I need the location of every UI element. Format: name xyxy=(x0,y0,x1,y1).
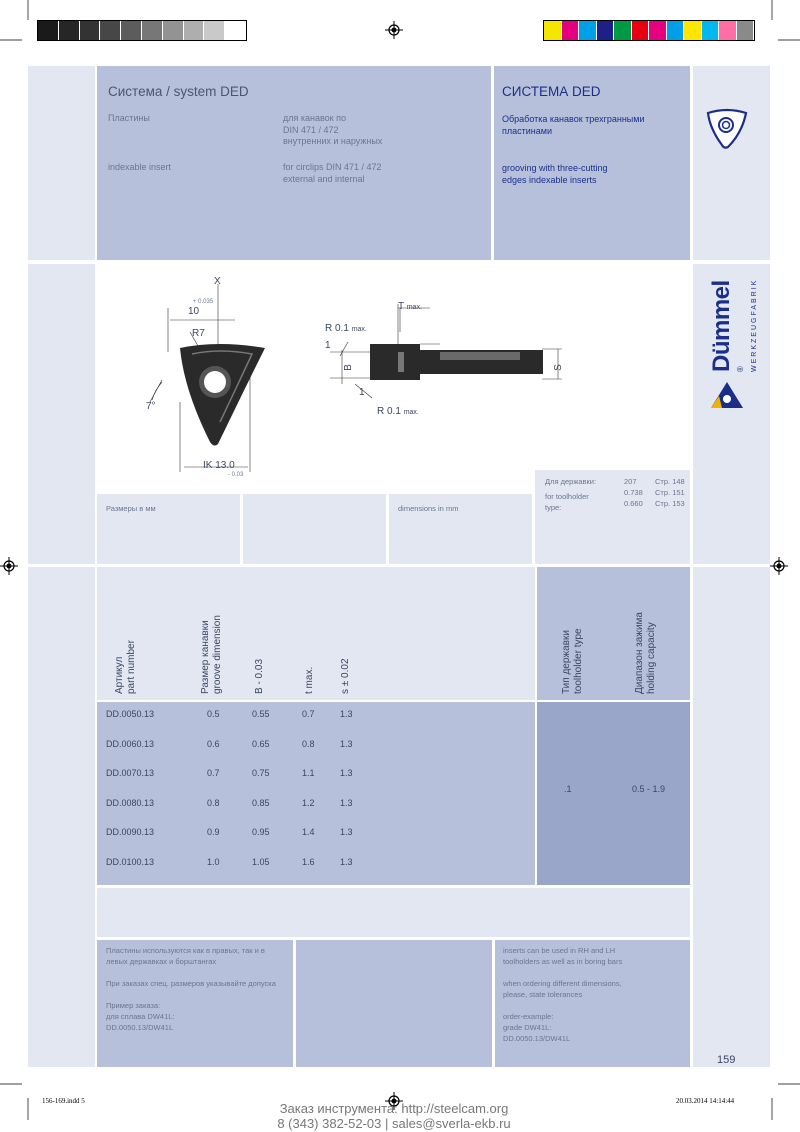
table-row[interactable] xyxy=(97,709,535,729)
table-cell-part: DD.0060.13 xyxy=(106,738,155,749)
table-cell-b: 0.95 xyxy=(252,827,270,838)
table-body-right-bg xyxy=(537,702,690,885)
system-desc-en-line2: edges indexable inserts xyxy=(502,175,597,185)
system-title: СИСТЕМА DED xyxy=(502,84,601,99)
table-row[interactable] xyxy=(97,739,535,759)
holder-type-3: 0.660 xyxy=(624,499,643,508)
slug-right: 20.03.2014 14:14:44 xyxy=(676,1097,735,1105)
table-row[interactable] xyxy=(97,798,535,818)
table-cell-part: DD.0070.13 xyxy=(106,768,155,779)
table-row[interactable] xyxy=(97,827,535,847)
desc-ru xyxy=(283,113,382,148)
label-one-bottom: 1 xyxy=(359,387,365,398)
table-left-strip xyxy=(28,567,95,1067)
table-cell-t: 1.4 xyxy=(302,827,315,838)
footer-order xyxy=(0,1101,788,1131)
holder-page-3[interactable]: Стр. 153 xyxy=(655,499,685,508)
r01-top-value: R 0.1 xyxy=(325,323,349,334)
dims-en: dimensions in mm xyxy=(398,504,459,513)
holding-capacity-value: 0.5 - 1.9 xyxy=(632,784,666,794)
table-cell-s: 1.3 xyxy=(340,768,353,779)
table-cell-s: 1.3 xyxy=(340,827,353,838)
label-r7: R7 xyxy=(192,328,205,339)
holder-label-ru: Для державки: xyxy=(545,477,597,486)
table-cell-b: 1.05 xyxy=(252,857,270,867)
table-cell-b: 0.65 xyxy=(252,738,270,749)
table-cell-b: 0.55 xyxy=(252,709,270,719)
label-angle-7: 7° xyxy=(146,401,156,412)
table-cell-part: DD.0100.13 xyxy=(106,857,155,867)
notes-ru-line5: для сплава DW41L: xyxy=(106,1012,175,1021)
table-cell-s: 1.3 xyxy=(340,709,353,719)
table-cell-t: 1.1 xyxy=(302,768,315,779)
header-icon-panel xyxy=(693,66,770,260)
table-cell-s: 1.3 xyxy=(340,857,353,867)
notes-ru-line4: Пример заказа: xyxy=(106,1001,161,1010)
table-spacer xyxy=(97,888,690,937)
notes-ru-line6: DD.0050.13/DW41L xyxy=(106,1023,174,1032)
notes-ru-line2: левых державках и борштангах xyxy=(106,957,217,966)
label-r01-top xyxy=(325,323,367,334)
desc-ru-line1: для канавок по xyxy=(283,113,346,123)
table-row[interactable] xyxy=(97,857,535,877)
brand-registered: ® xyxy=(736,366,745,372)
table-right-strip xyxy=(693,567,770,1067)
page-title: Система / system DED xyxy=(108,84,249,99)
header-part-number-ru: Артикул xyxy=(114,656,125,694)
label-ik-tol: - 0.03 xyxy=(228,472,244,478)
table-cell-part: DD.0090.13 xyxy=(106,827,155,838)
notes-en-line4: please, state tolerances xyxy=(503,990,583,999)
desc-ru-line3: внутренних и наружных xyxy=(283,136,383,146)
holder-label xyxy=(545,476,596,513)
label-inserts-en: indexable insert xyxy=(108,162,172,172)
table-cell-t: 0.8 xyxy=(302,738,315,749)
desc-en-line1: for circlips DIN 471 / 472 xyxy=(283,162,382,172)
header-groove-en: groove dimension xyxy=(212,615,223,694)
notes-ru-line1: Пластины используются как в правых, так и в xyxy=(106,946,265,955)
notes-empty-panel xyxy=(296,940,492,1067)
table-header-bg xyxy=(97,567,535,700)
system-desc-ru xyxy=(502,113,644,137)
notes-en-line2: toolholders as well as in boring bars xyxy=(503,957,623,966)
notes-en-line6: grade DW41L: xyxy=(503,1023,552,1032)
header-part-number-en: part number xyxy=(126,640,137,694)
label-x: X xyxy=(214,276,221,287)
table-cell-part: DD.0080.13 xyxy=(106,797,155,808)
label-inserts-ru: Пластины xyxy=(108,113,150,123)
label-one-top: 1 xyxy=(325,340,331,351)
header-holder-type xyxy=(561,628,585,694)
t-label-sub: max. xyxy=(406,304,422,311)
t-label: T xyxy=(398,301,404,312)
label-r01-bottom xyxy=(377,406,419,417)
table-cell-s: 1.3 xyxy=(340,797,353,808)
footer-line1[interactable]: Заказ инструмента: http://steelcam.org xyxy=(279,1101,509,1116)
slug-left: 156-169.indd 5 xyxy=(42,1097,85,1105)
holder-label-en1: for toolholder xyxy=(545,492,589,501)
table-cell-part: DD.0050.13 xyxy=(106,709,155,719)
table-cell-groove: 1.0 xyxy=(207,857,220,867)
system-desc-en-line1: grooving with three-cutting xyxy=(502,163,608,173)
holder-pages xyxy=(655,476,685,509)
holder-page-1[interactable]: Стр. 148 xyxy=(655,477,685,486)
holder-types xyxy=(624,476,643,509)
table-cell-t: 0.7 xyxy=(302,709,315,719)
table-cell-groove: 0.7 xyxy=(207,768,220,779)
notes-en-line3: when ordering different dimensions, xyxy=(503,979,622,988)
brand-name: Dümmel xyxy=(708,280,735,372)
header-part-number xyxy=(114,640,138,694)
label-s: S xyxy=(552,364,564,371)
header-s: s ± 0.02 xyxy=(340,658,351,694)
notes-en-line1: inserts can be used in RH and LH xyxy=(503,946,616,955)
footer-line2[interactable]: 8 (343) 382-52-03 | sales@sverla-ekb.ru xyxy=(277,1116,511,1131)
header-groove-ru: Размер канавки xyxy=(200,620,211,694)
header-holding-capacity-en: holding capacity xyxy=(646,622,657,694)
table-cell-b: 0.75 xyxy=(252,768,270,779)
label-t-max xyxy=(398,301,422,312)
table-cell-groove: 0.5 xyxy=(207,709,220,719)
header-holder-type-en: toolholder type xyxy=(573,628,584,694)
brand-sub: WERKZEUGFABRIK xyxy=(751,278,759,372)
header-groove xyxy=(200,615,224,694)
header-holder-type-ru: Тип державки xyxy=(561,630,572,694)
table-cell-s: 1.3 xyxy=(340,738,353,749)
system-desc-ru-line2: пластинами xyxy=(502,126,552,136)
system-desc-ru-line1: Обработка канавок трехгранными xyxy=(502,114,645,124)
header-b: B - 0.03 xyxy=(254,658,265,694)
table-cell-t: 1.6 xyxy=(302,857,315,867)
table-row[interactable] xyxy=(97,768,535,788)
desc-en-line2: external and internal xyxy=(283,173,365,184)
holder-type-value: .1 xyxy=(564,784,572,794)
holder-page-2[interactable]: Стр. 151 xyxy=(655,488,685,497)
notes-en-line5: order-example: xyxy=(503,1012,554,1021)
label-b: B xyxy=(342,364,354,371)
page-number: 159 xyxy=(717,1054,736,1066)
notes-en-line7: DD.0050.13/DW41L xyxy=(503,1034,571,1043)
notes-ru xyxy=(106,945,276,1033)
table-cell-groove: 0.9 xyxy=(207,827,220,838)
holder-type-2: 0.738 xyxy=(624,488,643,497)
holder-type-1: 207 xyxy=(624,477,637,486)
r01-bottom-sub: max. xyxy=(403,409,419,416)
table-cell-groove: 0.8 xyxy=(207,797,220,808)
header-holding-capacity-ru: Диапазон зажима xyxy=(634,612,645,694)
dims-empty-cell xyxy=(243,494,386,564)
system-desc-en xyxy=(502,162,608,186)
header-left-strip xyxy=(28,66,95,260)
brand-triangle-icon xyxy=(709,380,745,410)
header-t: t max. xyxy=(304,666,315,694)
notes-en xyxy=(503,945,622,1044)
table-header-right-bg xyxy=(537,567,690,700)
r01-bottom-value: R 0.1 xyxy=(377,406,401,417)
header-holding-capacity xyxy=(634,612,658,694)
desc-ru-line2: DIN 471 / 472 xyxy=(283,124,339,135)
drawing-side-highlight xyxy=(440,352,520,360)
notes-ru-line3: При заказах спец. размеров указывайте допуска xyxy=(106,979,276,988)
table-cell-groove: 0.6 xyxy=(207,738,220,749)
table-cell-b: 0.85 xyxy=(252,797,270,808)
table-cell-t: 1.2 xyxy=(302,797,315,808)
insert-drawing xyxy=(140,272,440,482)
desc-en xyxy=(283,162,382,185)
brand-logo xyxy=(708,272,759,372)
label-tol-top: + 0.035 xyxy=(193,299,214,305)
label-dim-10: 10 xyxy=(188,306,200,317)
holder-label-en2: type: xyxy=(545,503,562,512)
drawing-left-strip xyxy=(28,264,95,564)
triangle-insert-icon xyxy=(702,103,752,153)
r01-top-sub: max. xyxy=(351,326,367,333)
label-ik: IK 13.0 xyxy=(203,460,235,471)
dims-ru: Размеры в мм xyxy=(106,504,156,513)
